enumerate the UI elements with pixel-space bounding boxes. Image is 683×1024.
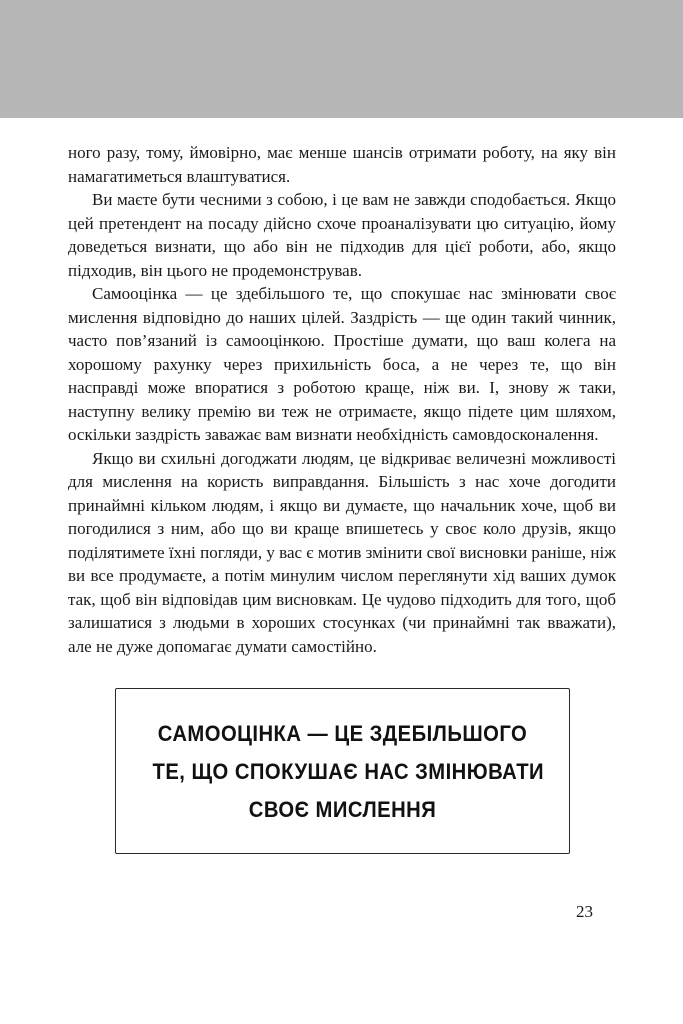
paragraph: Якщо ви схильні догоджати людям, це відкриває величезні можливості для мислення на користь виправдання. Більшість з нас хоче догодити принаймні кільком людям, і якщо ви думаєте, що начальник хоче, щоб ви погодилися з ним, або що ви краще впишетесь у своє коло друзів, якщо поділятимете їхні погляди, у вас є мотив змінити свої висновки раніше, ніж ви все продумаєте, а потім минулим числом переглянути хід ваших думок так, щоб він відповідав цим висновкам. Це чудово підходить для того, щоб залишатися з людьми в хороших стосунках (чи принаймні так вважати), але не дуже допомагає думати самостійно. bbox=[68, 448, 616, 656]
paragraph: ного разу, тому, ймовірно, має менше шансів отримати роботу, на яку він намагатиметься влаштуватися. bbox=[68, 143, 616, 186]
pullquote-box bbox=[115, 688, 570, 854]
header-band-decoration bbox=[0, 0, 683, 118]
paragraph: Самооцінка — це здебільшого те, що спокушає нас змінювати своє мислення відповідно до наших цілей. Заздрість — ще один такий чинник, часто пов’язаний із самооцінкою. Простіше думати, що ваш колега на хорошому рахунку через прихильність боса, а не через те, що він насправді може впоратися з роботою краще, ніж ви. І, знову ж таки, наступну велику премію ви теж не отримаєте, якщо підете цим шляхом, оскільки заздрість заважає вам визнати необхідність самовдосконалення. bbox=[68, 284, 616, 444]
paragraph: Ви маєте бути чесними з собою, і це вам не завжди сподобається. Якщо цей претендент на посаду дійсно схоче проаналізувати цю ситуацію, йому доведеться визнати, що або він не підходив для цієї роботи, або, якщо підходив, він цього не продемонстрував. bbox=[68, 190, 616, 280]
pullquote-line: ТЕ, ЩО СПОКУШАЄ НАС ЗМІНЮВАТИ bbox=[152, 759, 544, 784]
body-text bbox=[68, 141, 616, 854]
pullquote-line: САМООЦІНКА — ЦЕ ЗДЕБІЛЬШОГО bbox=[157, 721, 527, 746]
page-number: 23 bbox=[576, 902, 593, 921]
pullquote-line: СВОЄ МИСЛЕННЯ bbox=[248, 797, 436, 822]
